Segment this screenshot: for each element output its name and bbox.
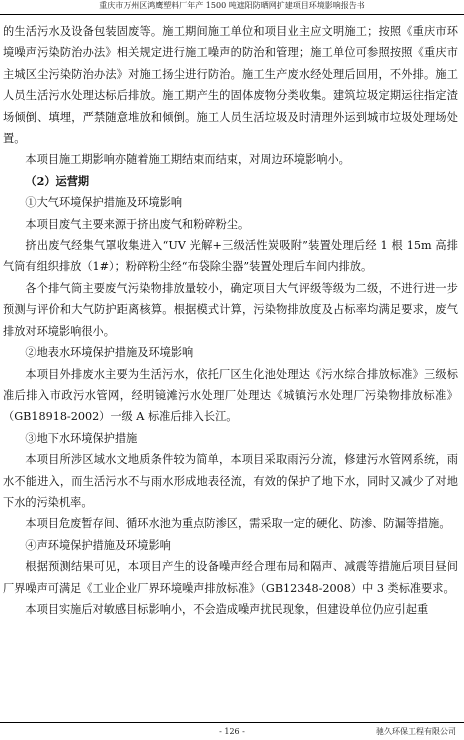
page-footer xyxy=(0,726,464,738)
paragraph-air-assessment: 各个排气筒主要废气污染物排放量较小，确定项目大气评级等级为二级，不进行进一步预测与评价和大气防护距离核算。根据模式计算，污染物排放度及占标率均满足要求，废气排放对环境影响很小。 xyxy=(3,281,458,338)
subheading-groundwater: ③地下水环境保护措施 xyxy=(25,431,138,445)
page-header: 重庆市万州区鸿鹰塑料厂年产 1500 吨遮阳防晒网扩建项目环境影响报告书 xyxy=(99,1,365,10)
subheading-surface-water: ②地表水环境保护措施及环境影响 xyxy=(25,346,194,360)
paragraph-surface-water: 本项目外排废水主要为生活污水，依托厂区生化池处理达《污水综合排放标准》三级标准后排入市政污水管网，经明镜滩污水处理厂处理达《城镇污水处理厂污染物排放标准》（GB18918-2002）一级 A 标准后排入长江。 xyxy=(3,367,458,424)
document-body xyxy=(3,21,458,620)
paragraph-air-treatment: 挤出废气经集气罩收集进入“UV 光解+三级活性炭吸附”装置处理后经 1 根 15m 高排气筒有组织排放（1#）；粉碎粉尘经“布袋除尘器”装置处理后车间内排放。 xyxy=(3,239,458,274)
paragraph-construction-waste: 的生活污水及设备包装固废等。施工期间施工单位和项目业主应文明施工；按照《重庆市环境噪声污染防治办法》相关规定进行施工噪声的防治和管理；施工单位可参照按照《重庆市主城区尘污染防治办法》对施工扬尘进行防治。施工生产废水经处理后回用，不外排。施工人员生活污水处理达标后排放。施工期产生的固体废物分类收集。建筑垃圾定期运往指定渣场倾倒、填埋，严禁随意堆放和倾倒。施工人员生活垃圾及时清理外运到城市垃圾处理场处置。 xyxy=(3,25,458,146)
paragraph-groundwater-system: 本项目所涉区域水文地质条件较为简单，本项目采取雨污分流，修建污水管网系统，雨水不能进入，而生活污水不与雨水形成地表径流，有效的保护了地下水，同时又减少了对地下水的污染机率。 xyxy=(3,453,458,509)
page-number: - 126 - xyxy=(219,727,245,736)
company-name: 驰久环保工程有限公司 xyxy=(376,727,456,736)
paragraph-noise-impact: 本项目实施后对敏感目标影响小，不会造成噪声扰民现象，但建设单位仍应引起重 xyxy=(25,602,429,616)
paragraph-construction-summary: 本项目施工期影响亦随着施工期结束而结束，对周边环境影响小。 xyxy=(25,153,350,167)
paragraph-noise-prediction: 根据预测结果可见，本项目产生的设备噪声经合理布局和隔声、减震等措施后项目昼间厂界噪声可满足《工业企业厂界环境噪声排放标准》（GB12348-2008）中 3 类标准要求。 xyxy=(3,560,458,595)
subheading-air: ①大气环境保护措施及环境影响 xyxy=(25,196,183,210)
header-divider xyxy=(0,14,464,15)
paragraph-air-sources: 本项目废气主要来源于挤出废气和粉碎粉尘。 xyxy=(25,217,250,231)
subheading-noise: ④声环境保护措施及环境影响 xyxy=(25,538,171,552)
section-heading-operation: （2）运营期 xyxy=(25,173,90,188)
paragraph-groundwater-seepage: 本项目危废暂存间、循环水池为重点防渗区，需采取一定的硬化、防渗、防漏等措施。 xyxy=(25,517,451,531)
footer-divider xyxy=(0,722,464,723)
